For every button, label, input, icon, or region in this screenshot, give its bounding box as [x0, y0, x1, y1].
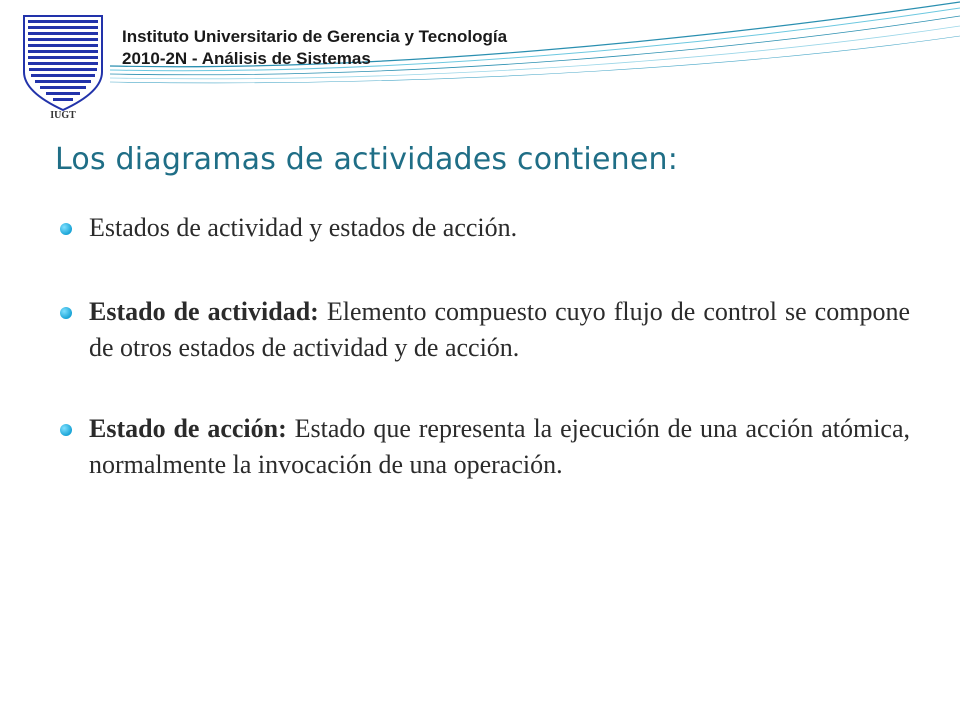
bullet-icon: [60, 424, 72, 436]
bullet-list: [60, 210, 910, 483]
bullet-text: Elemento compuesto cuyo flujo de control se compone de otros estados de actividad y de acción.: [89, 297, 910, 362]
header-swoosh-decoration: [0, 0, 960, 140]
institution-name: Instituto Universitario de Gerencia y Tecnología: [122, 27, 508, 46]
iugt-logo: [22, 14, 104, 120]
bullet-text: Estados de actividad y estados de acción.: [89, 213, 518, 242]
bullet-item: [60, 210, 910, 246]
bullet-icon: [60, 307, 72, 319]
header: [122, 26, 507, 70]
bullet-term: Estado de acción:: [89, 414, 287, 443]
bullet-term: Estado de actividad:: [89, 297, 319, 326]
bullet-item: [60, 411, 910, 483]
bullet-icon: [60, 223, 72, 235]
bullet-item: [60, 294, 910, 366]
logo-text: IUGT: [50, 110, 76, 120]
bullet-text: Estado que representa la ejecución de una acción atómica, normalmente la invocación de una operación.: [89, 414, 910, 479]
course-name: 2010-2N - Análisis de Sistemas: [122, 49, 371, 68]
slide-title: Los diagramas de actividades contienen:: [55, 142, 679, 177]
